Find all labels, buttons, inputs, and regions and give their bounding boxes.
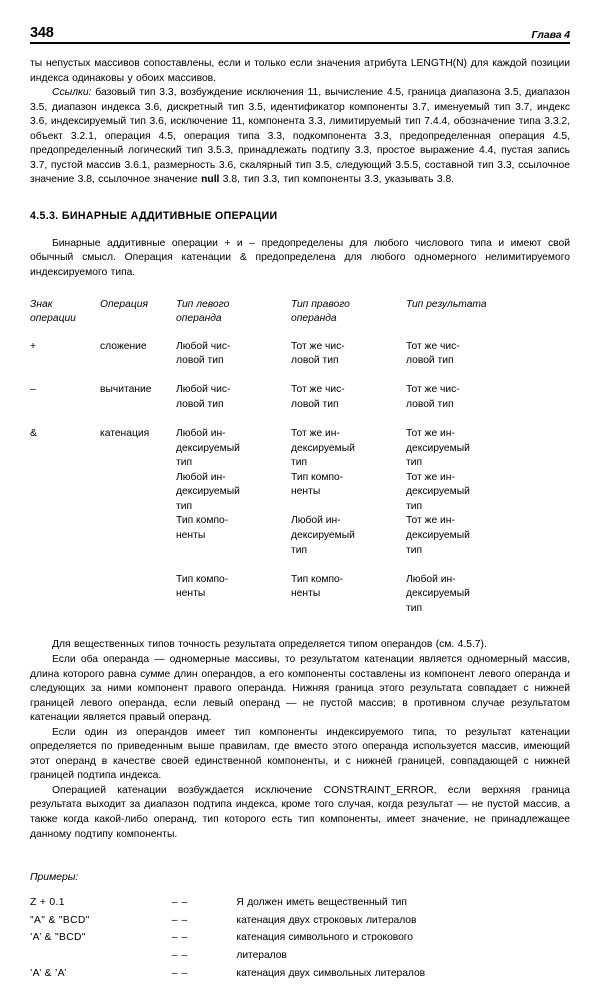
cell-line: тип (176, 500, 193, 512)
paragraph-precision: Для вещественных типов точность результата определяется типом операндов (см. 4.5.7). (52, 639, 487, 651)
cell-line: дексируемый (406, 588, 470, 600)
cell-line: Тот же чис- (291, 340, 345, 352)
header-line: Тип левого (176, 298, 230, 310)
header-line: операции (30, 313, 76, 325)
header-line: операнда (291, 313, 337, 325)
cell-line: ненты (176, 588, 206, 600)
paragraph-references (30, 86, 570, 188)
column-header-right-operand-type (291, 298, 406, 340)
example-code: ’A’ & "BCD" (30, 932, 86, 944)
column-header-result-type (406, 298, 570, 340)
cell-line: Тип компо- (291, 471, 344, 483)
table-row (30, 514, 570, 558)
cell-line: Любой ин- (176, 427, 226, 439)
operations-table-head (30, 298, 570, 340)
example-comment-marker: – – (171, 914, 188, 926)
cell-line: дексируемый (176, 486, 240, 498)
cell-right-type (291, 383, 406, 412)
cell-result-type (406, 514, 570, 558)
references-label: Ссылки: (52, 87, 92, 99)
running-head (30, 0, 570, 40)
example-comment-marker: – – (171, 897, 188, 909)
cell-line: Тип компо- (176, 515, 229, 527)
example-row (30, 895, 570, 913)
cell-result-type (406, 427, 570, 471)
cell-line: дексируемый (406, 486, 470, 498)
cell-line: тип (406, 602, 423, 614)
cell-line: ненты (291, 486, 321, 498)
header-line: Знак (30, 298, 53, 310)
cell-line: ловой тип (291, 398, 339, 410)
row-spacer (30, 413, 570, 427)
paragraph-component-type: Если один из операндов имеет тип компоненты индексируемого типа, то результат катенации определяется по приведенным выше правилам, где вместо этого операнда используется массив, имеющий этот операнд в качестве своей единственной компоненты, и с нижней границей, совпадающей с нижней границей подтипа индекса. (30, 726, 570, 782)
operations-table (30, 298, 570, 617)
cell-line: дексируемый (291, 442, 355, 454)
example-description: катенация двух символьных литералов (236, 967, 426, 979)
cell-left-type (176, 573, 291, 617)
example-description: литералов (236, 950, 287, 962)
example-description: Я должен иметь вещественный тип (236, 897, 407, 909)
cell-line: тип (406, 500, 423, 512)
cell-result-type (406, 340, 570, 369)
cell-line: Любой ин- (291, 515, 341, 527)
paragraph-intro: Бинарные аддитивные операции + и – предопределены для любого числового типа и имеют свой обычный смысл. Операция катенации & предопределена для любого одномерного нелимитируемого индексируемого типа. (30, 237, 570, 279)
cell-result-type (406, 573, 570, 617)
example-code (30, 948, 172, 966)
cell-left-type (176, 514, 291, 558)
table-row (30, 383, 570, 412)
cell-line: Любой ин- (176, 471, 226, 483)
example-row (30, 948, 570, 966)
cell-line: Тип компо- (291, 573, 344, 585)
cell-sign: – (30, 384, 36, 396)
cell-line: Тот же чис- (406, 340, 460, 352)
cell-sign (30, 573, 100, 617)
table-row (30, 427, 570, 471)
cell-line: ловой тип (176, 398, 224, 410)
example-code: "A" & "BCD" (30, 914, 90, 926)
references-text: базовый тип 3.3, возбуждение исключения 11, вычисление 4.5, граница диапазона 3.5, диапазон 3.5, диапазон индекса 3.6, дискретный тип 3.5, идентификатор компоненты 3.7, именуемый тип 3.7, индекс 3.6, индексируемый тип 3.6, исключение 11, компонента 3.3, лимитируемый тип 7.4.4, обозначение типа 3.3.2, объект 3.2.1, операция 4.5, операция типа 3.3, подкомпонента 3.3, предопределенная операция 4.5, предопределенный логический тип 3.5.3, принадлежать подтипу 3.3, простое выражение 4.4, пустая запись 3.7, пустой массив 3.6.1, размерность 3.6, скалярный тип 3.5, следующий 3.5.5, составной тип 3.3, ссылочное значение 3.8, ссылочное значение (30, 87, 570, 186)
cell-sign: + (30, 340, 37, 352)
cell-operation (100, 471, 176, 515)
row-spacer (30, 558, 570, 572)
cell-line: Любой чис- (176, 340, 231, 352)
header-line: Тип результата (406, 298, 487, 310)
cell-left-type (176, 340, 291, 369)
cell-line: дексируемый (291, 530, 355, 542)
cell-line: Тот же ин- (406, 471, 455, 483)
column-header-sign (30, 298, 100, 340)
example-comment-marker: – – (171, 932, 188, 944)
cell-line: Любой чис- (176, 384, 231, 396)
table-header-row (30, 298, 570, 340)
cell-line: ловой тип (291, 355, 339, 367)
table-row (30, 471, 570, 515)
example-description: катенация двух строковых литералов (236, 914, 417, 926)
page-number: 348 (30, 24, 54, 41)
cell-line: Тот же чис- (291, 384, 345, 396)
cell-sign: & (30, 427, 37, 439)
header-line: операнда (176, 313, 222, 325)
row-spacer (30, 369, 570, 383)
cell-left-type (176, 471, 291, 515)
table-row (30, 340, 570, 369)
cell-right-type (291, 514, 406, 558)
cell-line: Тот же ин- (291, 427, 340, 439)
column-header-operation (100, 298, 176, 340)
references-bold-term: null (201, 174, 220, 186)
example-description: катенация символьного и строкового (236, 932, 413, 944)
cell-result-type (406, 383, 570, 412)
cell-line: Тип компо- (176, 573, 229, 585)
cell-left-type (176, 383, 291, 412)
example-code: ’A’ & ’A’ (30, 967, 67, 979)
header-line: Операция (100, 298, 148, 310)
cell-right-type (291, 471, 406, 515)
example-row (30, 913, 570, 931)
references-tail: 3.8, тип 3.3, тип компоненты 3.3, указывать 3.8. (219, 174, 455, 186)
cell-left-type (176, 427, 291, 471)
cell-sign (30, 471, 100, 515)
cell-line: дексируемый (176, 442, 240, 454)
examples-table (30, 895, 570, 984)
cell-right-type (291, 340, 406, 369)
cell-line: дексируемый (406, 530, 470, 542)
chapter-label: Глава 4 (531, 28, 570, 41)
cell-operation: катенация (100, 427, 150, 439)
cell-line: тип (406, 457, 423, 469)
example-row (30, 930, 570, 948)
paragraph-continued: ты непустых массивов сопоставлены, если и только если значения атрибута LENGTH(N) для каждой позиции индекса одинаковы у обоих массивов. (30, 58, 570, 84)
cell-result-type (406, 471, 570, 515)
cell-line: Тот же ин- (406, 427, 455, 439)
cell-line: тип (291, 457, 308, 469)
table-row (30, 573, 570, 617)
cell-line: тип (176, 457, 193, 469)
cell-sign (30, 514, 100, 558)
header-line: Тип правого (291, 298, 350, 310)
cell-line: Тот же ин- (406, 515, 455, 527)
operations-table-body (30, 340, 570, 617)
cell-line: ловой тип (406, 398, 454, 410)
cell-line: дексируемый (406, 442, 470, 454)
cell-operation: вычитание (100, 384, 152, 396)
section-heading: 4.5.3. БИНАРНЫЕ АДДИТИВНЫЕ ОПЕРАЦИИ (30, 209, 278, 222)
example-comment-marker: – – (171, 967, 188, 979)
examples-label: Примеры: (30, 872, 79, 884)
cell-line: тип (406, 544, 423, 556)
cell-right-type (291, 573, 406, 617)
header-rule (30, 42, 570, 44)
paragraph-concat-arrays: Если оба операнда — одномерные массивы, то результатом катенации является одномерный массив, длина которого равна сумме длин операндов, а его компоненты составлены из компонент левого операнда и следующих за ними компонент правого операнда. Нижняя граница этого результата совпадает с нижней границей левого операнда, если левый операнд — не пустой массив; в противном случае результатом катенации является правый операнд. (30, 653, 570, 724)
page-content (30, 0, 570, 984)
example-comment-marker: – – (171, 950, 188, 962)
cell-line: Любой ин- (406, 573, 456, 585)
example-row (30, 966, 570, 984)
cell-operation: сложение (100, 340, 147, 352)
cell-line: ловой тип (176, 355, 224, 367)
cell-operation (100, 573, 176, 617)
paragraph-constraint-error: Операцией катенации возбуждается исключение CONSTRAINT_ERROR, если верхняя граница результата выходит за диапазон подтипа индекса, кроме того случая, когда результат — не пустой массив, а также когда какой-либо операнд, тип которого есть тип компоненты, имеет значение, не принадлежащее данному подтипу компоненты. (30, 784, 570, 840)
column-header-left-operand-type (176, 298, 291, 340)
example-code: Z + 0.1 (30, 897, 65, 909)
cell-operation (100, 514, 176, 558)
cell-line: ловой тип (406, 355, 454, 367)
cell-right-type (291, 427, 406, 471)
cell-line: Тот же чис- (406, 384, 460, 396)
cell-line: ненты (291, 588, 321, 600)
cell-line: ненты (176, 530, 206, 542)
cell-line: тип (291, 544, 308, 556)
